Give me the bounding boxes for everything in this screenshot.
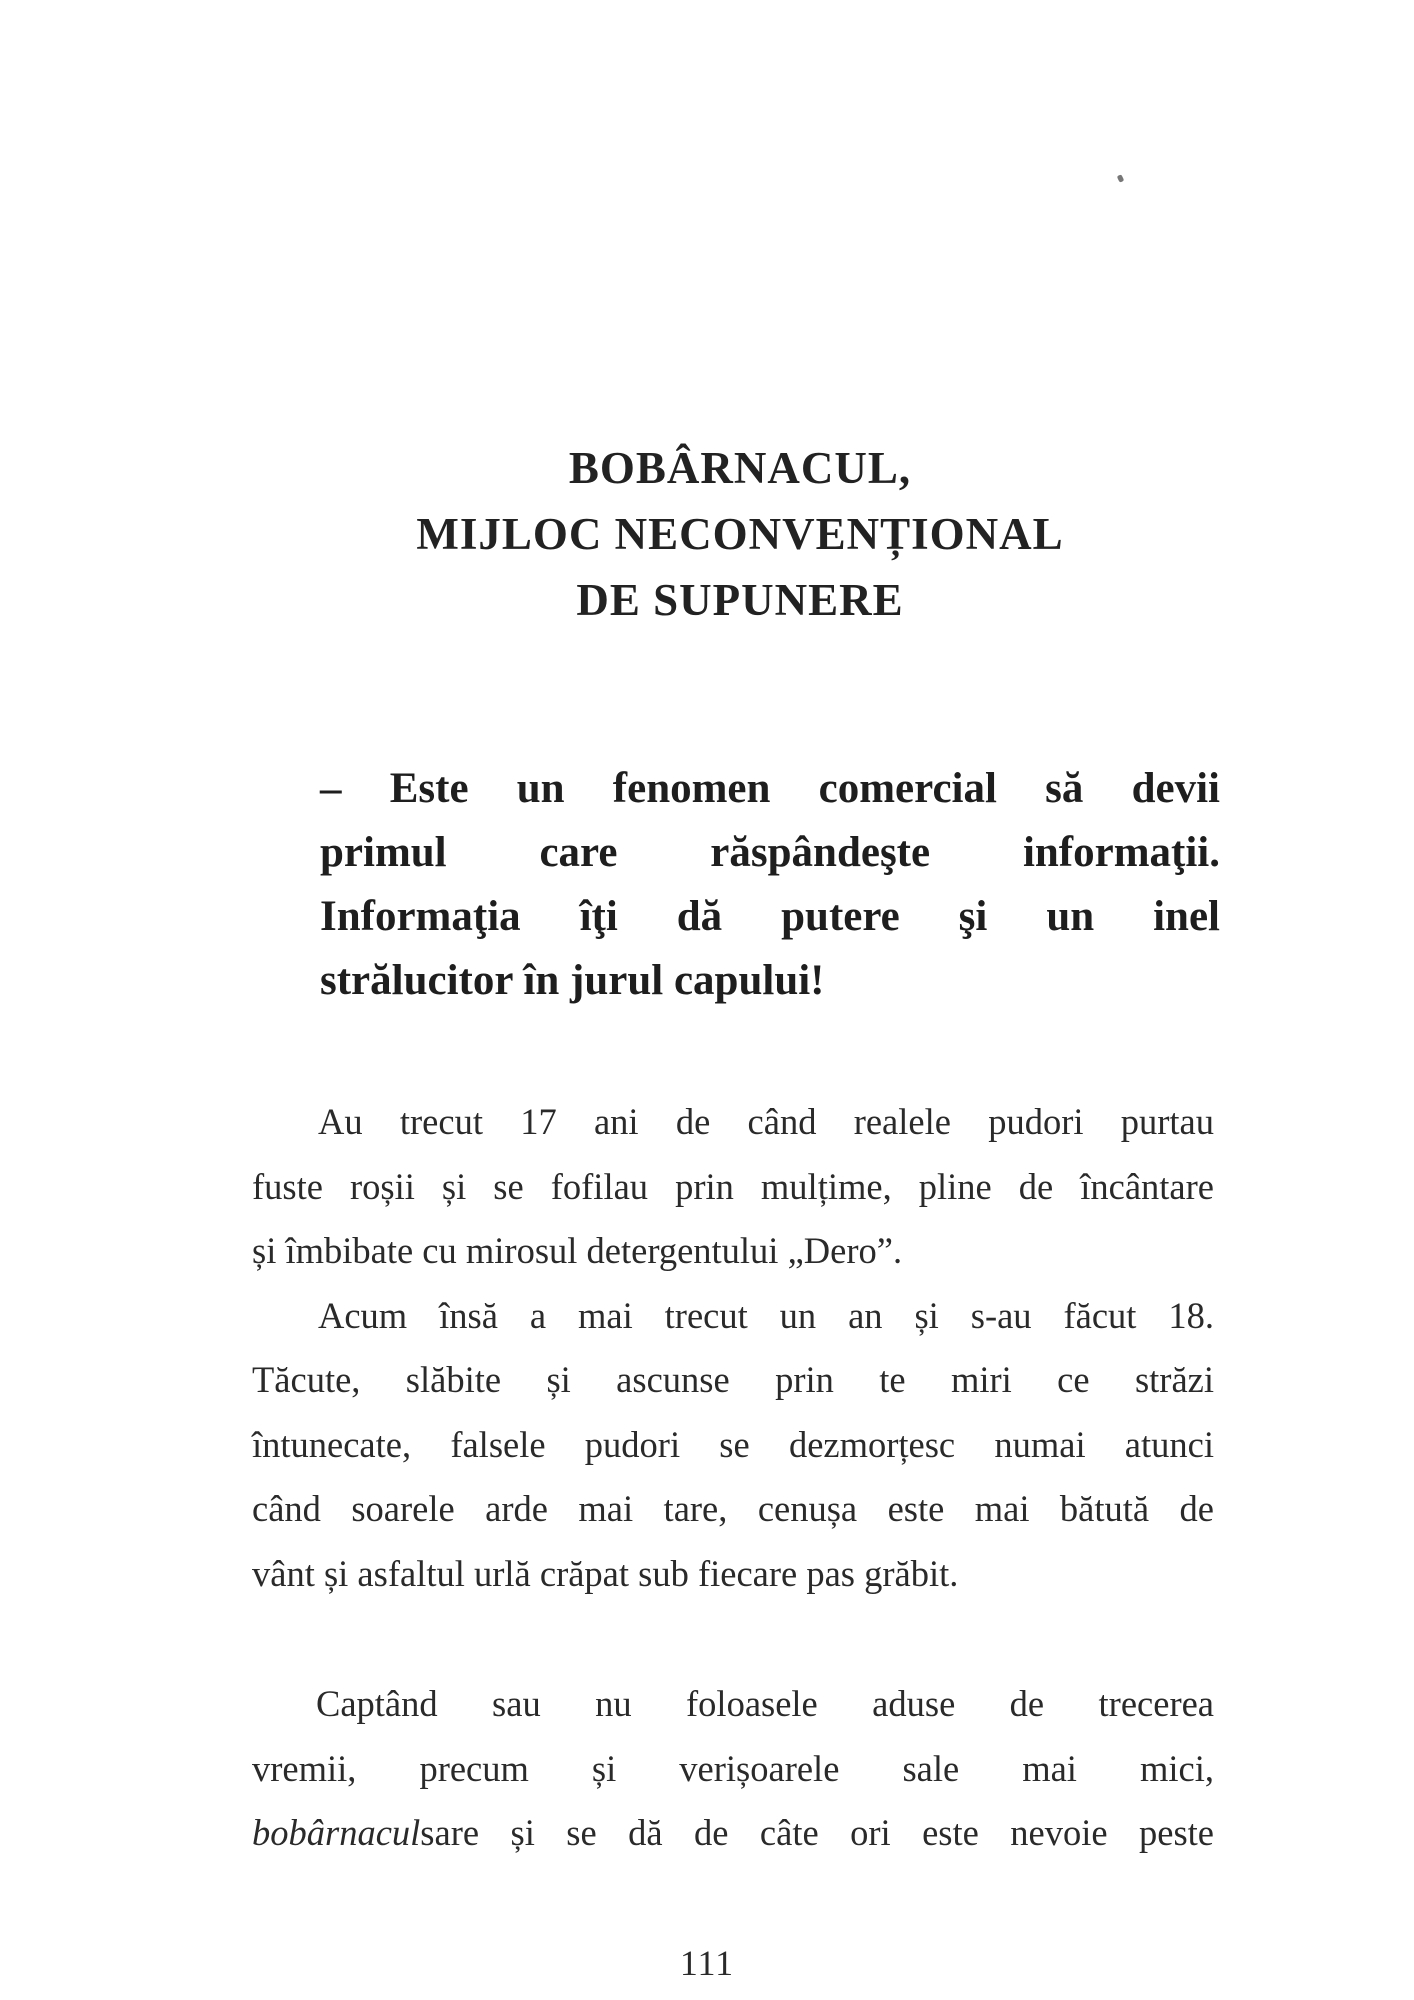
body-paragraph-2 — [252, 1672, 1214, 1866]
text-line: când soarele arde mai tare, cenușa este mai bătută de — [252, 1488, 1214, 1529]
page-number: 111 — [679, 1943, 735, 1983]
text-line: întunecate, falsele pudori se dezmorțesc numai atunci — [252, 1423, 1214, 1465]
epigraph-line: primul care răspândeşte informaţii. — [320, 829, 1220, 876]
text-line: Captând sau nu foloasele aduse de trecerea — [316, 1683, 1214, 1724]
text-line: Acum însă a mai trecut un an și s-au făcut 18. — [318, 1294, 1214, 1336]
chapter-title-line: MIJLOC NECONVENȚIONAL — [416, 509, 1064, 559]
body-paragraph-1 — [252, 1090, 1214, 1606]
ink-speck — [1117, 174, 1124, 182]
chapter-title — [300, 435, 1180, 633]
text-line-rest: sare și se dă de câte ori este nevoie peste — [420, 1812, 1214, 1853]
text-line: și îmbibate cu mirosul detergentului „Dero”. — [252, 1230, 903, 1271]
epigraph-quote — [320, 757, 1220, 1013]
text-line: Tăcute, slăbite și ascunse prin te miri ce străzi — [252, 1359, 1214, 1400]
chapter-title-line: BOBÂRNACUL, — [568, 443, 912, 493]
chapter-title-line: DE SUPUNERE — [576, 575, 904, 625]
text-line: vremii, precum și verișoarele sale mai mici, — [252, 1747, 1214, 1789]
italic-term: bobârnacul — [252, 1812, 421, 1853]
epigraph-line: strălucitor în jurul capului! — [320, 957, 825, 1004]
text-line: vânt și asfaltul urlă crăpat sub fiecare pas grăbit. — [252, 1552, 959, 1594]
text-line: fuste roșii și se fofilau prin mulțime, pline de încântare — [252, 1165, 1214, 1207]
epigraph-line: – Este un fenomen comercial să devii — [320, 765, 1220, 812]
text-line — [252, 1801, 1214, 1866]
text-line: Au trecut 17 ani de când realele pudori purtau — [318, 1101, 1214, 1142]
epigraph-line: Informaţia îţi dă putere şi un inel — [320, 893, 1220, 940]
